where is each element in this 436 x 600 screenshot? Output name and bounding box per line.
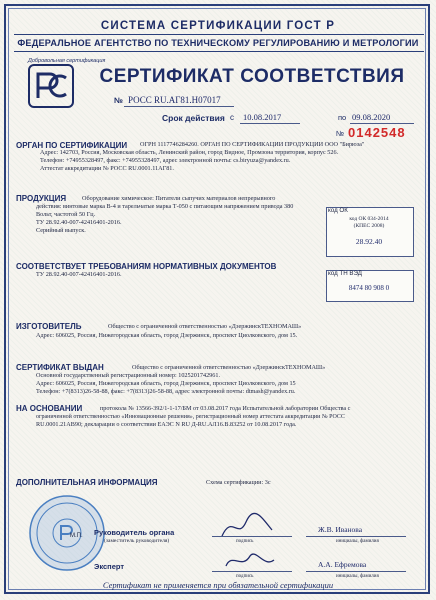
requirements-text: ТУ 28.92.40-007-42416401-2016. xyxy=(36,271,122,278)
product-line2: действия: винтовые марка В-4 и тарельчатые марка Т-050 с питающим напряжением привода 380 xyxy=(36,203,294,210)
expert-sign-caption: подпись xyxy=(236,574,254,579)
organ-line1: ОГРН 1117746284260. ОРГАН ПО СЕРТИФИКАЦИИ ПРОДУКЦИИ ООО "Бирюза" xyxy=(140,141,365,148)
requirements-label: СООТВЕТСТВУЕТ ТРЕБОВАНИЯМ НОРМАТИВНЫХ ДОКУМЕНТОВ xyxy=(16,262,277,271)
number-underline xyxy=(124,106,234,107)
product-line5: Серийный выпуск. xyxy=(36,227,86,234)
issued-line2: Основной государственный регистрационный номер: 1025201742961. xyxy=(36,372,220,379)
head-sign-line xyxy=(212,536,292,537)
head-sign-caption: подпись xyxy=(236,539,254,544)
tnved-label: код ТН ВЭД xyxy=(328,270,362,277)
cert-number: РОСС RU.АГ81.Н07017 xyxy=(128,95,221,105)
basis-label: НА ОСНОВАНИИ xyxy=(16,404,83,413)
organ-line2: Адрес: 142703, Россия, Московская область, Ленинский район, город Видное, Промзона территория, корпус 526. xyxy=(40,149,339,156)
validity-to: 09.08.2020 xyxy=(352,112,391,122)
divider xyxy=(14,51,424,52)
expert-name-caption: инициалы, фамилия xyxy=(336,574,379,579)
okp-sub1: код ОК 034-2014 xyxy=(349,216,389,222)
system-title: СИСТЕМА СЕРТИФИКАЦИИ ГОСТ Р xyxy=(100,20,336,32)
product-line1: Оборудование химическое: Питатели сыпучих материалов непрерывного xyxy=(82,195,276,202)
validity-from-underline xyxy=(240,123,300,124)
mp-label: М.П. xyxy=(70,533,83,539)
issued-line1: Общество с ограниченной ответственностью «ДзержинскТЕХНОМАШ» xyxy=(132,364,326,371)
validity-to-underline xyxy=(350,123,414,124)
expert-name-line xyxy=(306,571,406,572)
okp-sub2: (КПЕС 2008) xyxy=(353,223,385,229)
issued-label: СЕРТИФИКАТ ВЫДАН xyxy=(16,363,104,372)
product-line4: ТУ 28.92.40-007-42416401-2016. xyxy=(36,219,122,226)
manufacturer-line2: Адрес: 606025, Россия, Нижегородская область, город Дзержинск, проспект Циолковского, дом 15. xyxy=(36,332,298,339)
issued-line3: Адрес: 606025, Россия, Нижегородская область, город Дзержинск, проспект Циолковского, дом 15 xyxy=(36,380,296,387)
rst-logo-icon xyxy=(28,64,74,108)
number-prefix: № xyxy=(114,96,123,105)
validity-from-prefix: с xyxy=(230,113,234,122)
head-name-line xyxy=(306,536,406,537)
okp-code: 28.92.40 xyxy=(355,237,383,246)
head-sub: (заместитель руководителя) xyxy=(104,538,170,544)
basis-line2: ограниченной ответственностью «Инновационные решения», регистрационный номер аттестата аккредитации № РОСС xyxy=(36,414,345,420)
logo-caption: Добровольная сертификация xyxy=(28,58,106,64)
validity-to-prefix: по xyxy=(338,113,347,122)
extra-text: Схема сертификации: 3с xyxy=(206,479,271,486)
expert-name: А.А. Ефремова xyxy=(318,560,367,569)
extra-label: ДОПОЛНИТЕЛЬНАЯ ИНФОРМАЦИЯ xyxy=(16,478,158,487)
head-name: Ж.В. Иванова xyxy=(318,525,363,534)
tnved-code: 8474 80 908 0 xyxy=(348,284,390,292)
footer-note: Сертификат не применяется при обязательной сертификации xyxy=(102,580,334,590)
manufacturer-label: ИЗГОТОВИТЕЛЬ xyxy=(16,322,82,331)
serial-number: 0142548 xyxy=(348,125,406,140)
organ-line4: Аттестат аккредитации № РОСС RU.0001.11АГ81. xyxy=(40,165,174,172)
agency-title: ФЕДЕРАЛЬНОЕ АГЕНТСТВО ПО ТЕХНИЧЕСКОМУ РЕГУЛИРОВАНИЮ И МЕТРОЛОГИИ xyxy=(17,38,419,48)
manufacturer-line1: Общество с ограниченной ответственностью «ДзержинскТЕХНОМАШ» xyxy=(108,323,302,330)
certificate-title: СЕРТИФИКАТ СООТВЕТСТВИЯ xyxy=(99,66,405,87)
basis-line1: протокола № 13566-392/1-1-17/БМ от 03.08.2017 года Испытательной лаборатории Общества с xyxy=(100,405,351,412)
serial-prefix: № xyxy=(336,129,345,138)
validity-label: Срок действия xyxy=(162,113,225,123)
validity-from: 10.08.2017 xyxy=(243,112,282,122)
organ-label: ОРГАН ПО СЕРТИФИКАЦИИ xyxy=(16,141,128,150)
expert-label: Эксперт xyxy=(94,562,125,571)
product-line3: Вольт, частотой 50 Гц. xyxy=(36,211,96,218)
issued-line4: Телефон: +7(8313)26-58-88, факс: +7(8313)26-58-88, адрес электронной почты: dtmash@yandex.ru. xyxy=(36,388,296,395)
expert-signature-icon xyxy=(220,546,280,574)
product-label: ПРОДУКЦИЯ xyxy=(16,194,67,203)
head-name-caption: инициалы, фамилия xyxy=(336,539,379,544)
organ-line3: Телефон: +74955328497, факс: +74955328497, адрес электронной почты: cs.biryuza@yandex.ru. xyxy=(40,157,291,164)
okp-label: код ОК xyxy=(328,207,348,214)
basis-line3: RU.0001.21АВ90; декларации о соответствии ЕАЭС N RU Д-RU.АЛ16.В.83252 от 10.08.2017 года. xyxy=(36,421,297,428)
divider xyxy=(14,34,424,35)
head-label: Руководитель органа xyxy=(94,528,175,537)
expert-sign-line xyxy=(212,571,292,572)
